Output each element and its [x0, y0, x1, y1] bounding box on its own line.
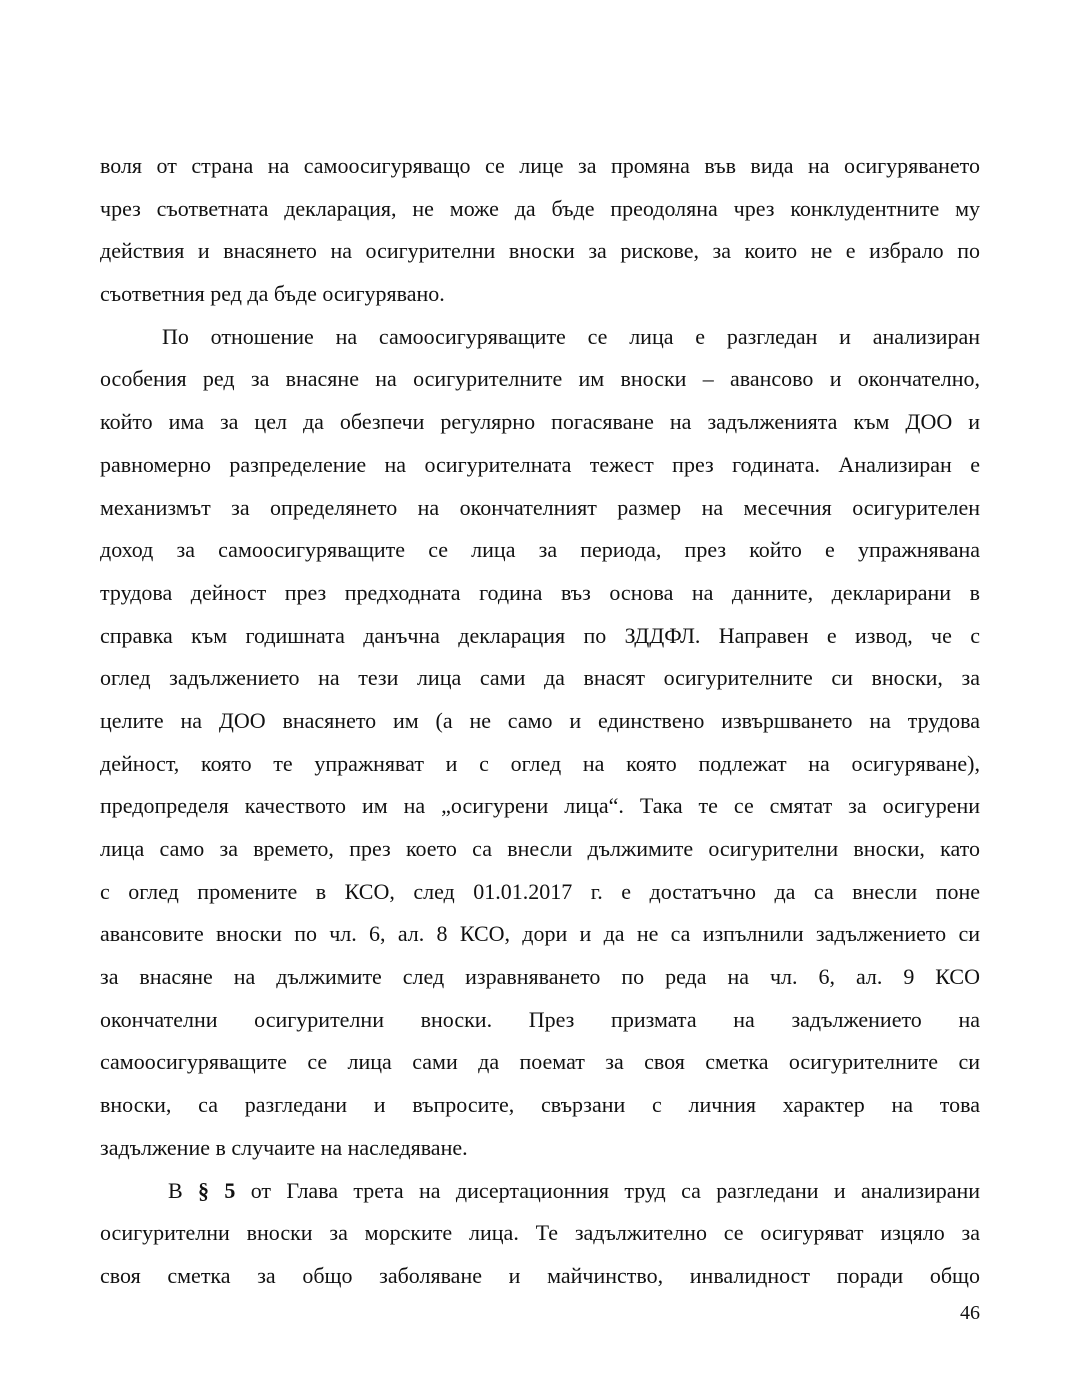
- text-line: воля от страна на самоосигуряващо се лице за промяна във вида на осигуряването: [100, 153, 980, 178]
- text-run: В: [168, 1177, 183, 1203]
- text-line: осигурителни вноски за морските лица. Те задължително се осигуряват изцяло за: [100, 1220, 980, 1246]
- text-line: който има за цел да обезпечи регулярно погасяване на задълженията към ДОО и: [100, 409, 980, 435]
- text-line: окончателни осигурителни вноски. През призмата на задължението на: [100, 1006, 980, 1032]
- text-line: механизмът за определянето на окончателният размер на месечния осигурителен: [100, 494, 980, 520]
- text-line: По отношение на самоосигуряващите се лица е разгледан и анализиран: [162, 323, 980, 349]
- text-line: равномерно разпределение на осигурителната тежест през годината. Анализиран е: [100, 451, 980, 477]
- text-line: самоосигуряващите се лица сами да поемат за своя сметка осигурителните си: [100, 1049, 980, 1075]
- paragraph-3: [100, 1170, 980, 1298]
- text-line: дейност, която те упражняват и с оглед на която подлежат на осигуряване),: [100, 750, 980, 776]
- text-line: действия и внасянето на осигурителни вноски за рискове, за които не е избрало по: [100, 238, 980, 264]
- text-line: своя сметка за общо заболяване и майчинство, инвалидност поради общо: [100, 1262, 980, 1288]
- text-line: трудова дейност през предходната година въз основа на данните, декларирани в: [100, 579, 980, 605]
- text-line: чрез съответната декларация, не може да бъде преодоляна чрез конклудентните му: [100, 195, 980, 221]
- text-line: авансовите вноски по чл. 6, ал. 8 КСО, дори и да не са изпълнили задължението си: [100, 921, 980, 947]
- document-page: [100, 145, 980, 1298]
- paragraph-1: [100, 145, 980, 316]
- text-line: лица само за времето, през което са внесли дължимите осигурителни вноски, като: [100, 836, 980, 861]
- paragraph-2: [100, 316, 980, 1170]
- text-line: за внасяне на дължимите след изравняването по реда на чл. 6, ал. 9 КСО: [100, 964, 980, 990]
- text-line: справка към годишната данъчна декларация по ЗДДФЛ. Направен е извод, че с: [100, 622, 980, 648]
- text-line: съответния ред да бъде осигурявано.: [100, 281, 445, 307]
- page-number: 46: [960, 1302, 980, 1324]
- section-reference: § 5: [198, 1177, 236, 1203]
- text-line: доход за самоосигуряващите се лица за периода, през който е упражнявана: [100, 537, 980, 563]
- text-line: задължение в случаите на наследяване.: [100, 1134, 468, 1160]
- text-line: особения ред за внасяне на осигурителните им вноски – авансово и окончателно,: [100, 366, 980, 392]
- text-line: оглед задължението на тези лица сами да внасят осигурителните си вноски, за: [100, 665, 980, 691]
- text-line: с оглед промените в КСО, след 01.01.2017 г. е достатъчно да са внесли поне: [100, 878, 980, 904]
- text-run: от Глава трета на дисертационния труд са разгледани и анализирани: [250, 1177, 981, 1203]
- text-line: предопределя качеството им на „осигурени лица“. Така те се смятат за осигурени: [100, 793, 980, 819]
- text-line: [100, 1170, 980, 1213]
- text-line: целите на ДОО внасянето им (а не само и единствено извършването на трудова: [100, 707, 980, 733]
- text-line: вноски, са разгледани и въпросите, свързани с личния характер на това: [100, 1092, 980, 1118]
